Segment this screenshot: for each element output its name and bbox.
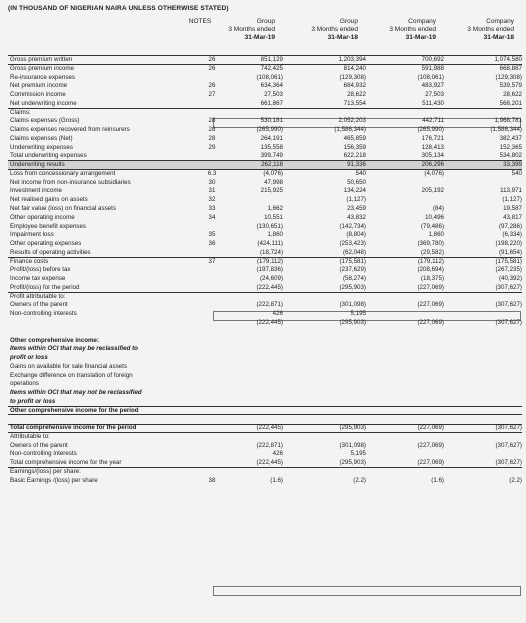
header-date: 31-Mar-19 xyxy=(244,34,275,41)
row-value: 5,195 xyxy=(350,310,366,318)
table-row xyxy=(8,459,522,468)
row-label: Attributable to: xyxy=(10,432,50,440)
row-label: Total comprehensive income for the period xyxy=(10,424,137,432)
row-value: (307,627) xyxy=(495,318,522,326)
row-value: (307,627) xyxy=(495,283,522,291)
row-value: (265,990) xyxy=(256,126,283,134)
table-row xyxy=(8,363,522,372)
header-date: 31-Mar-18 xyxy=(327,34,358,41)
table-row xyxy=(8,415,522,424)
row-value: (301,098) xyxy=(339,441,366,449)
row-value: (295,903) xyxy=(339,283,366,291)
row-label: Profit/(loss) before tax xyxy=(10,266,71,274)
row-label: Gains on available for sale financial assets xyxy=(10,362,127,370)
row-note: 27 xyxy=(208,91,216,99)
row-value: 534,802 xyxy=(499,152,522,160)
row-label: Basic Earnings /(loss) per share xyxy=(10,476,98,484)
row-value: 23,459 xyxy=(347,205,366,213)
table-row xyxy=(8,301,522,310)
table-row xyxy=(8,91,522,100)
header-date: 31-Mar-19 xyxy=(405,34,436,41)
row-note: 35 xyxy=(208,231,216,239)
table-row xyxy=(8,179,522,188)
row-value: (267,235) xyxy=(495,266,522,274)
row-label: Income tax expense xyxy=(10,275,66,283)
row-value: (8,804) xyxy=(346,231,366,239)
header-col-0 xyxy=(210,18,275,42)
table-row xyxy=(8,442,522,451)
row-note: 28 xyxy=(208,126,216,134)
table-row xyxy=(8,293,522,302)
row-value: 206,296 xyxy=(421,161,444,169)
row-label: Profit/(loss) for the period xyxy=(10,283,80,291)
table-row xyxy=(8,109,522,118)
row-value: 539,579 xyxy=(499,82,522,90)
row-value: (108,061) xyxy=(256,73,283,81)
row-value: 591,988 xyxy=(421,64,444,72)
row-value: (108,061) xyxy=(417,73,444,81)
row-value: 814,240 xyxy=(343,64,366,72)
row-label: Non-controlling interests xyxy=(10,310,77,318)
row-label: Owners of the parent xyxy=(10,441,68,449)
table-row xyxy=(8,345,522,354)
table-row xyxy=(8,319,522,328)
row-value: (24,609) xyxy=(259,275,283,283)
row-value: (18,375) xyxy=(420,275,444,283)
table-row xyxy=(8,214,522,223)
header-date: 31-Mar-18 xyxy=(483,34,514,41)
row-label: Total underwriting expenses xyxy=(10,152,87,160)
row-value: 10,496 xyxy=(425,213,444,221)
row-value: (369,780) xyxy=(417,240,444,248)
row-value: (175,581) xyxy=(339,257,366,265)
row-note: 36 xyxy=(208,240,216,248)
row-value: 382,437 xyxy=(499,134,522,142)
row-label: Finance costs xyxy=(10,257,49,265)
table-row xyxy=(8,477,522,486)
table-row xyxy=(8,223,522,232)
row-value: (1.6) xyxy=(431,476,444,484)
row-value: 134,224 xyxy=(343,187,366,195)
table-row xyxy=(8,249,522,258)
row-label: Claims expenses (Net) xyxy=(10,134,73,142)
row-value: (424,111) xyxy=(257,240,283,248)
row-value: 305,134 xyxy=(421,152,444,160)
row-label: profit or loss xyxy=(10,354,48,362)
row-label: Loss from concessionary arrangement xyxy=(10,169,116,177)
row-label: Investment income xyxy=(10,187,62,195)
row-value: (307,627) xyxy=(495,459,522,467)
row-value: 851,129 xyxy=(260,56,283,63)
row-value: (222,445) xyxy=(256,318,283,326)
row-value: 33,399 xyxy=(503,161,522,169)
row-value: (129,308) xyxy=(339,73,366,81)
row-value: 128,413 xyxy=(421,143,444,151)
table-row xyxy=(8,468,522,477)
row-note: 30 xyxy=(208,178,216,186)
row-value: (265,990) xyxy=(417,126,444,134)
row-value: 442,711 xyxy=(422,117,444,125)
row-label: Net fair value (loss) on financial assets xyxy=(10,205,116,213)
header-col-1 xyxy=(293,18,358,42)
row-value: (227,069) xyxy=(417,301,444,309)
statement-table xyxy=(8,56,522,486)
row-value: 43,832 xyxy=(347,213,366,221)
table-row xyxy=(8,328,522,337)
row-note: 34 xyxy=(208,213,216,221)
table-row xyxy=(8,126,522,135)
table-row xyxy=(8,258,522,267)
row-note: 33 xyxy=(208,205,216,213)
row-label: Gross premium income xyxy=(10,64,74,72)
row-value: 465,859 xyxy=(343,134,366,142)
table-row xyxy=(8,100,522,109)
row-label: Impairment loss xyxy=(10,231,54,239)
row-value: (222,871) xyxy=(256,301,283,309)
row-note: 29 xyxy=(208,143,216,151)
table-row xyxy=(8,424,522,433)
row-label: Net underwriting income xyxy=(10,99,77,107)
subtotal-box xyxy=(213,586,521,596)
row-note: 6.3 xyxy=(207,169,217,177)
table-row xyxy=(8,65,522,74)
row-value: 262,118 xyxy=(261,161,283,169)
row-note: 26 xyxy=(208,56,216,63)
table-row xyxy=(8,117,522,126)
table-row xyxy=(8,170,522,179)
row-value: (129,308) xyxy=(495,73,522,81)
row-label: Net premium income xyxy=(10,82,68,90)
row-value: 10,551 xyxy=(264,213,283,221)
row-label: Owners of the parent xyxy=(10,301,68,309)
table-row xyxy=(8,450,522,459)
row-value: 28,622 xyxy=(347,91,366,99)
row-value: (97,286) xyxy=(498,222,522,230)
row-note: 32 xyxy=(208,196,216,204)
row-value: (295,903) xyxy=(339,459,366,467)
table-row xyxy=(8,74,522,83)
row-note: 28 xyxy=(208,117,216,125)
row-value: (295,903) xyxy=(339,318,366,326)
row-value: 43,817 xyxy=(503,213,522,221)
row-label: Non-controlling interests xyxy=(10,450,77,458)
row-value: (29,582) xyxy=(420,248,444,256)
currency-banner: (IN THOUSAND OF NIGERIAN NAIRA UNLESS OTHERWISE STATED) xyxy=(8,5,229,12)
header-period: 3 Months ended xyxy=(311,26,358,33)
row-label: Commission income xyxy=(10,91,66,99)
row-label: Claims expenses (Gross) xyxy=(10,117,80,125)
table-row xyxy=(8,56,522,65)
row-value: 113,971 xyxy=(500,187,522,195)
row-value: (142,734) xyxy=(339,222,366,230)
row-value: (253,423) xyxy=(339,240,366,248)
row-label: Claims expenses recovered from reinsurers xyxy=(10,126,130,134)
header-period: 3 Months ended xyxy=(467,26,514,33)
row-value: 1,860 xyxy=(267,231,283,239)
row-note: 26 xyxy=(208,64,216,72)
table-row xyxy=(8,380,522,389)
row-value: (1,586,344) xyxy=(334,126,366,134)
row-value: (175,581) xyxy=(495,257,522,265)
row-value: 1,203,394 xyxy=(338,56,366,63)
row-label: operations xyxy=(10,380,39,388)
row-label: Results of operating activities xyxy=(10,248,91,256)
row-value: 27,503 xyxy=(425,91,444,99)
row-value: (307,627) xyxy=(495,424,522,432)
table-row xyxy=(8,82,522,91)
row-value: (227,069) xyxy=(417,283,444,291)
table-row xyxy=(8,310,522,319)
table-row xyxy=(8,187,522,196)
row-label: Net income from non-insurance subsidiaries xyxy=(10,178,131,186)
row-value: 1,074,580 xyxy=(494,56,522,63)
row-value: (79,486) xyxy=(420,222,444,230)
row-label: Total comprehensive income for the year xyxy=(10,459,122,467)
row-value: 684,932 xyxy=(343,82,366,90)
row-value: 540 xyxy=(511,169,522,177)
row-value: 152,365 xyxy=(499,143,522,151)
row-note: 38 xyxy=(208,476,216,484)
row-value: 713,554 xyxy=(343,99,366,107)
row-value: (62,048) xyxy=(342,248,366,256)
row-value: (227,069) xyxy=(417,318,444,326)
table-row xyxy=(8,196,522,205)
header-col-2 xyxy=(371,18,436,42)
row-value: (58,274) xyxy=(342,275,366,283)
table-row xyxy=(8,152,522,161)
row-value: (1.6) xyxy=(270,476,283,484)
row-value: (198,220) xyxy=(495,240,522,248)
table-row xyxy=(8,135,522,144)
notes-header: NOTES xyxy=(188,18,212,25)
row-value: 91,336 xyxy=(347,161,366,169)
row-label: Re-insurance expenses xyxy=(10,73,76,81)
row-value: 483,927 xyxy=(421,82,444,90)
row-label: Other operating income xyxy=(10,213,75,221)
row-note: 31 xyxy=(208,187,216,195)
row-value: (307,627) xyxy=(495,301,522,309)
table-row xyxy=(8,433,522,442)
row-value: (2.2) xyxy=(353,476,366,484)
row-value: 215,925 xyxy=(260,187,283,195)
table-row xyxy=(8,144,522,153)
row-value: 700,692 xyxy=(421,56,444,63)
row-value: (84) xyxy=(432,205,444,213)
row-value: 511,430 xyxy=(422,99,444,107)
row-label: Other comprehensive income: xyxy=(10,336,100,344)
row-value: 176,721 xyxy=(421,134,444,142)
table-row xyxy=(8,240,522,249)
row-note: 28 xyxy=(208,134,216,142)
row-value: 399,749 xyxy=(260,152,283,160)
header-period: 3 Months ended xyxy=(228,26,275,33)
row-value: (222,871) xyxy=(256,441,283,449)
row-value: 47,998 xyxy=(264,178,283,186)
table-row xyxy=(8,337,522,346)
row-value: 27,503 xyxy=(264,91,283,99)
row-value: 205,192 xyxy=(421,187,444,195)
table-row xyxy=(8,407,522,416)
row-value: (208,694) xyxy=(417,266,444,274)
row-value: 540 xyxy=(355,169,366,177)
row-value: 634,364 xyxy=(260,82,283,90)
row-value: (301,098) xyxy=(339,301,366,309)
row-note: 26 xyxy=(208,82,216,90)
row-value: 622,218 xyxy=(343,152,366,160)
table-row xyxy=(8,284,522,293)
row-value: 1,968,781 xyxy=(494,117,522,125)
row-value: (40,392) xyxy=(498,275,522,283)
row-value: (197,836) xyxy=(256,266,283,274)
row-value: (227,069) xyxy=(417,424,444,432)
table-row xyxy=(8,354,522,363)
row-value: (222,445) xyxy=(256,283,283,291)
row-value: (222,445) xyxy=(256,424,283,432)
row-value: 568,201 xyxy=(499,99,522,107)
row-label: Profit attributable to: xyxy=(10,292,66,300)
row-value: 661,867 xyxy=(260,99,283,107)
row-label: Underwriting expenses xyxy=(10,143,73,151)
row-label: Other operating expenses xyxy=(10,240,82,248)
table-row xyxy=(8,275,522,284)
row-value: 135,558 xyxy=(260,143,283,151)
row-value: 264,191 xyxy=(260,134,283,142)
table-row xyxy=(8,372,522,381)
row-value: 5,195 xyxy=(350,450,366,458)
table-row xyxy=(8,266,522,275)
row-note: 37 xyxy=(208,257,216,265)
row-value: (295,903) xyxy=(339,424,366,432)
row-label: Other comprehensive income for the period xyxy=(10,406,139,414)
row-value: (6,334) xyxy=(502,231,522,239)
row-label: Items within OCI that may not be reclassified xyxy=(10,389,142,397)
row-value: (4,076) xyxy=(263,169,283,177)
row-value: (1,586,344) xyxy=(490,126,522,134)
row-value: 28,622 xyxy=(503,91,522,99)
row-value: (91,654) xyxy=(498,248,522,256)
row-value: 19,587 xyxy=(503,205,522,213)
row-value: 426 xyxy=(272,310,283,318)
row-value: (179,112) xyxy=(417,257,444,265)
header-entity: Company xyxy=(408,18,436,25)
table-row xyxy=(8,398,522,407)
row-label: Gross premium written xyxy=(10,56,73,63)
row-label: Underwriting results xyxy=(10,161,65,169)
row-value: 426 xyxy=(272,450,283,458)
row-value: (237,629) xyxy=(339,266,366,274)
row-label: to profit or loss xyxy=(10,397,56,405)
header-period: 3 Months ended xyxy=(389,26,436,33)
row-value: (1,127) xyxy=(502,196,522,204)
row-value: 742,425 xyxy=(260,64,283,72)
row-label: Exchange difference on translation of foreign xyxy=(10,371,133,379)
table-row xyxy=(8,161,522,170)
row-label: Earnings/(loss) per share: xyxy=(10,467,81,475)
row-value: 1,662 xyxy=(267,205,283,213)
table-row xyxy=(8,389,522,398)
header-entity: Company xyxy=(486,18,514,25)
row-value: 2,052,203 xyxy=(338,117,366,125)
row-value: (1,127) xyxy=(346,196,366,204)
row-value: (227,069) xyxy=(417,441,444,449)
header-entity: Group xyxy=(256,18,275,25)
row-value: (179,112) xyxy=(256,257,283,265)
row-value: 156,359 xyxy=(343,143,366,151)
row-value: (307,627) xyxy=(495,441,522,449)
row-value: (4,076) xyxy=(424,169,444,177)
row-value: (222,445) xyxy=(256,459,283,467)
row-value: (18,724) xyxy=(259,248,283,256)
table-row xyxy=(8,205,522,214)
table-row xyxy=(8,231,522,240)
header-col-3 xyxy=(449,18,514,42)
row-label: Employee benefit expenses xyxy=(10,222,87,230)
row-label: Items within OCI that may be reclassified to xyxy=(10,345,138,353)
row-value: (2.2) xyxy=(509,476,522,484)
row-value: (130,651) xyxy=(256,222,283,230)
header-entity: Group xyxy=(339,18,358,25)
row-value: 668,887 xyxy=(499,64,522,72)
row-label: Claims: xyxy=(10,108,31,116)
row-value: 50,650 xyxy=(347,178,366,186)
row-value: 1,860 xyxy=(428,231,444,239)
row-value: 530,181 xyxy=(260,117,283,125)
row-value: (227,069) xyxy=(417,459,444,467)
row-label: Net realised gains on assets xyxy=(10,196,88,204)
